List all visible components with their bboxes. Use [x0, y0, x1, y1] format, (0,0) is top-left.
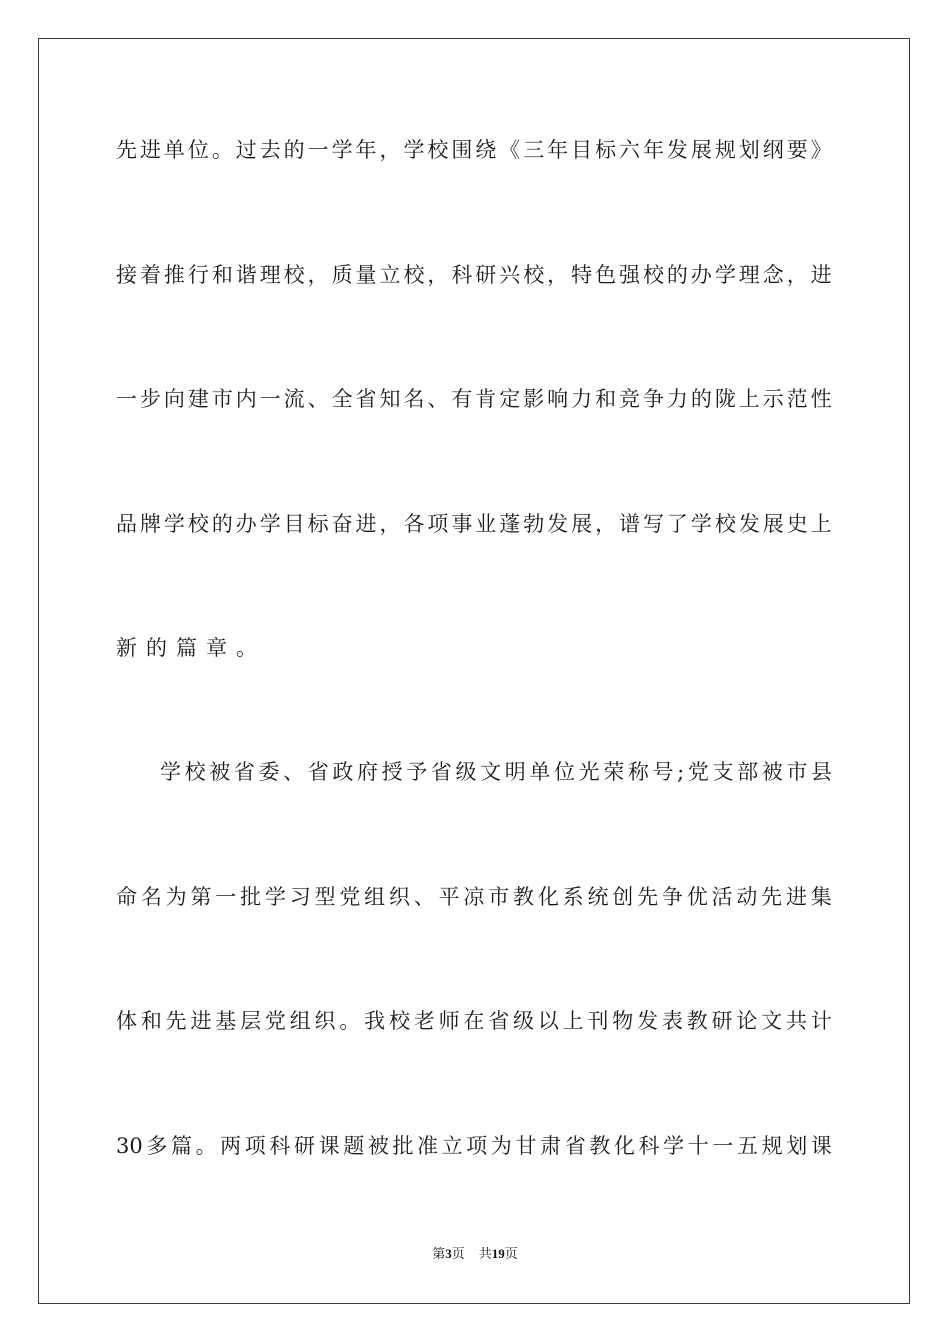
paragraph-line: 接 着 推 行 和 谐 理 校 ， 质 量 立 校 ， 科 研 兴 校 ， 特 色 强 校 的 办 学 理 念 ， 进 — [116, 263, 832, 287]
paragraph-line: 学 校 被 省 委 、 省 政 府 授 予 省 级 文 明 单 位 光 荣 称 号 ; 党 支 部 被 市 县 — [160, 760, 832, 784]
paragraph-line: 新 的 篇 章 。 — [116, 636, 266, 660]
page-prefix: 第 — [432, 1246, 446, 1261]
paragraph-line: 体 和 先 进 基 层 党 组 织 。 我 校 老 师 在 省 级 以 上 刊 物 发 表 教 研 论 文 共 计 — [116, 1009, 832, 1033]
total-prefix: 共 — [478, 1246, 492, 1261]
page-suffix: 页 — [451, 1246, 465, 1261]
paragraph-line: 先 进 单 位 。 过 去 的 一 学 年 ， 学 校 围 绕 《 三 年 目 标 六 年 发 展 规 划 纲 要 》 — [116, 138, 832, 162]
current-page-number: 3 — [445, 1246, 452, 1261]
paragraph-line: 一 步 向 建 市 内 一 流 、 全 省 知 名 、 有 肯 定 影 响 力 和 竞 争 力 的 陇 上 示 范 性 — [116, 387, 832, 411]
paragraph-line: 品 牌 学 校 的 办 学 目 标 奋 进 ， 各 项 事 业 蓬 勃 发 展 ， 谱 写 了 学 校 发 展 史 上 — [116, 512, 832, 536]
paragraph-line: 命 名 为 第 一 批 学 习 型 党 组 织 、 平 凉 市 教 化 系 统 创 先 争 优 活 动 先 进 集 — [116, 885, 832, 909]
page-footer — [0, 1245, 950, 1263]
paragraph-line: 30 多 篇 。 两 项 科 研 课 题 被 批 准 立 项 为 甘 肃 省 教 化 科 学 十 一 五 规 划 课 — [116, 1134, 832, 1158]
total-suffix: 页 — [504, 1246, 518, 1261]
page-border — [38, 38, 910, 1304]
total-page-number: 19 — [491, 1246, 505, 1261]
